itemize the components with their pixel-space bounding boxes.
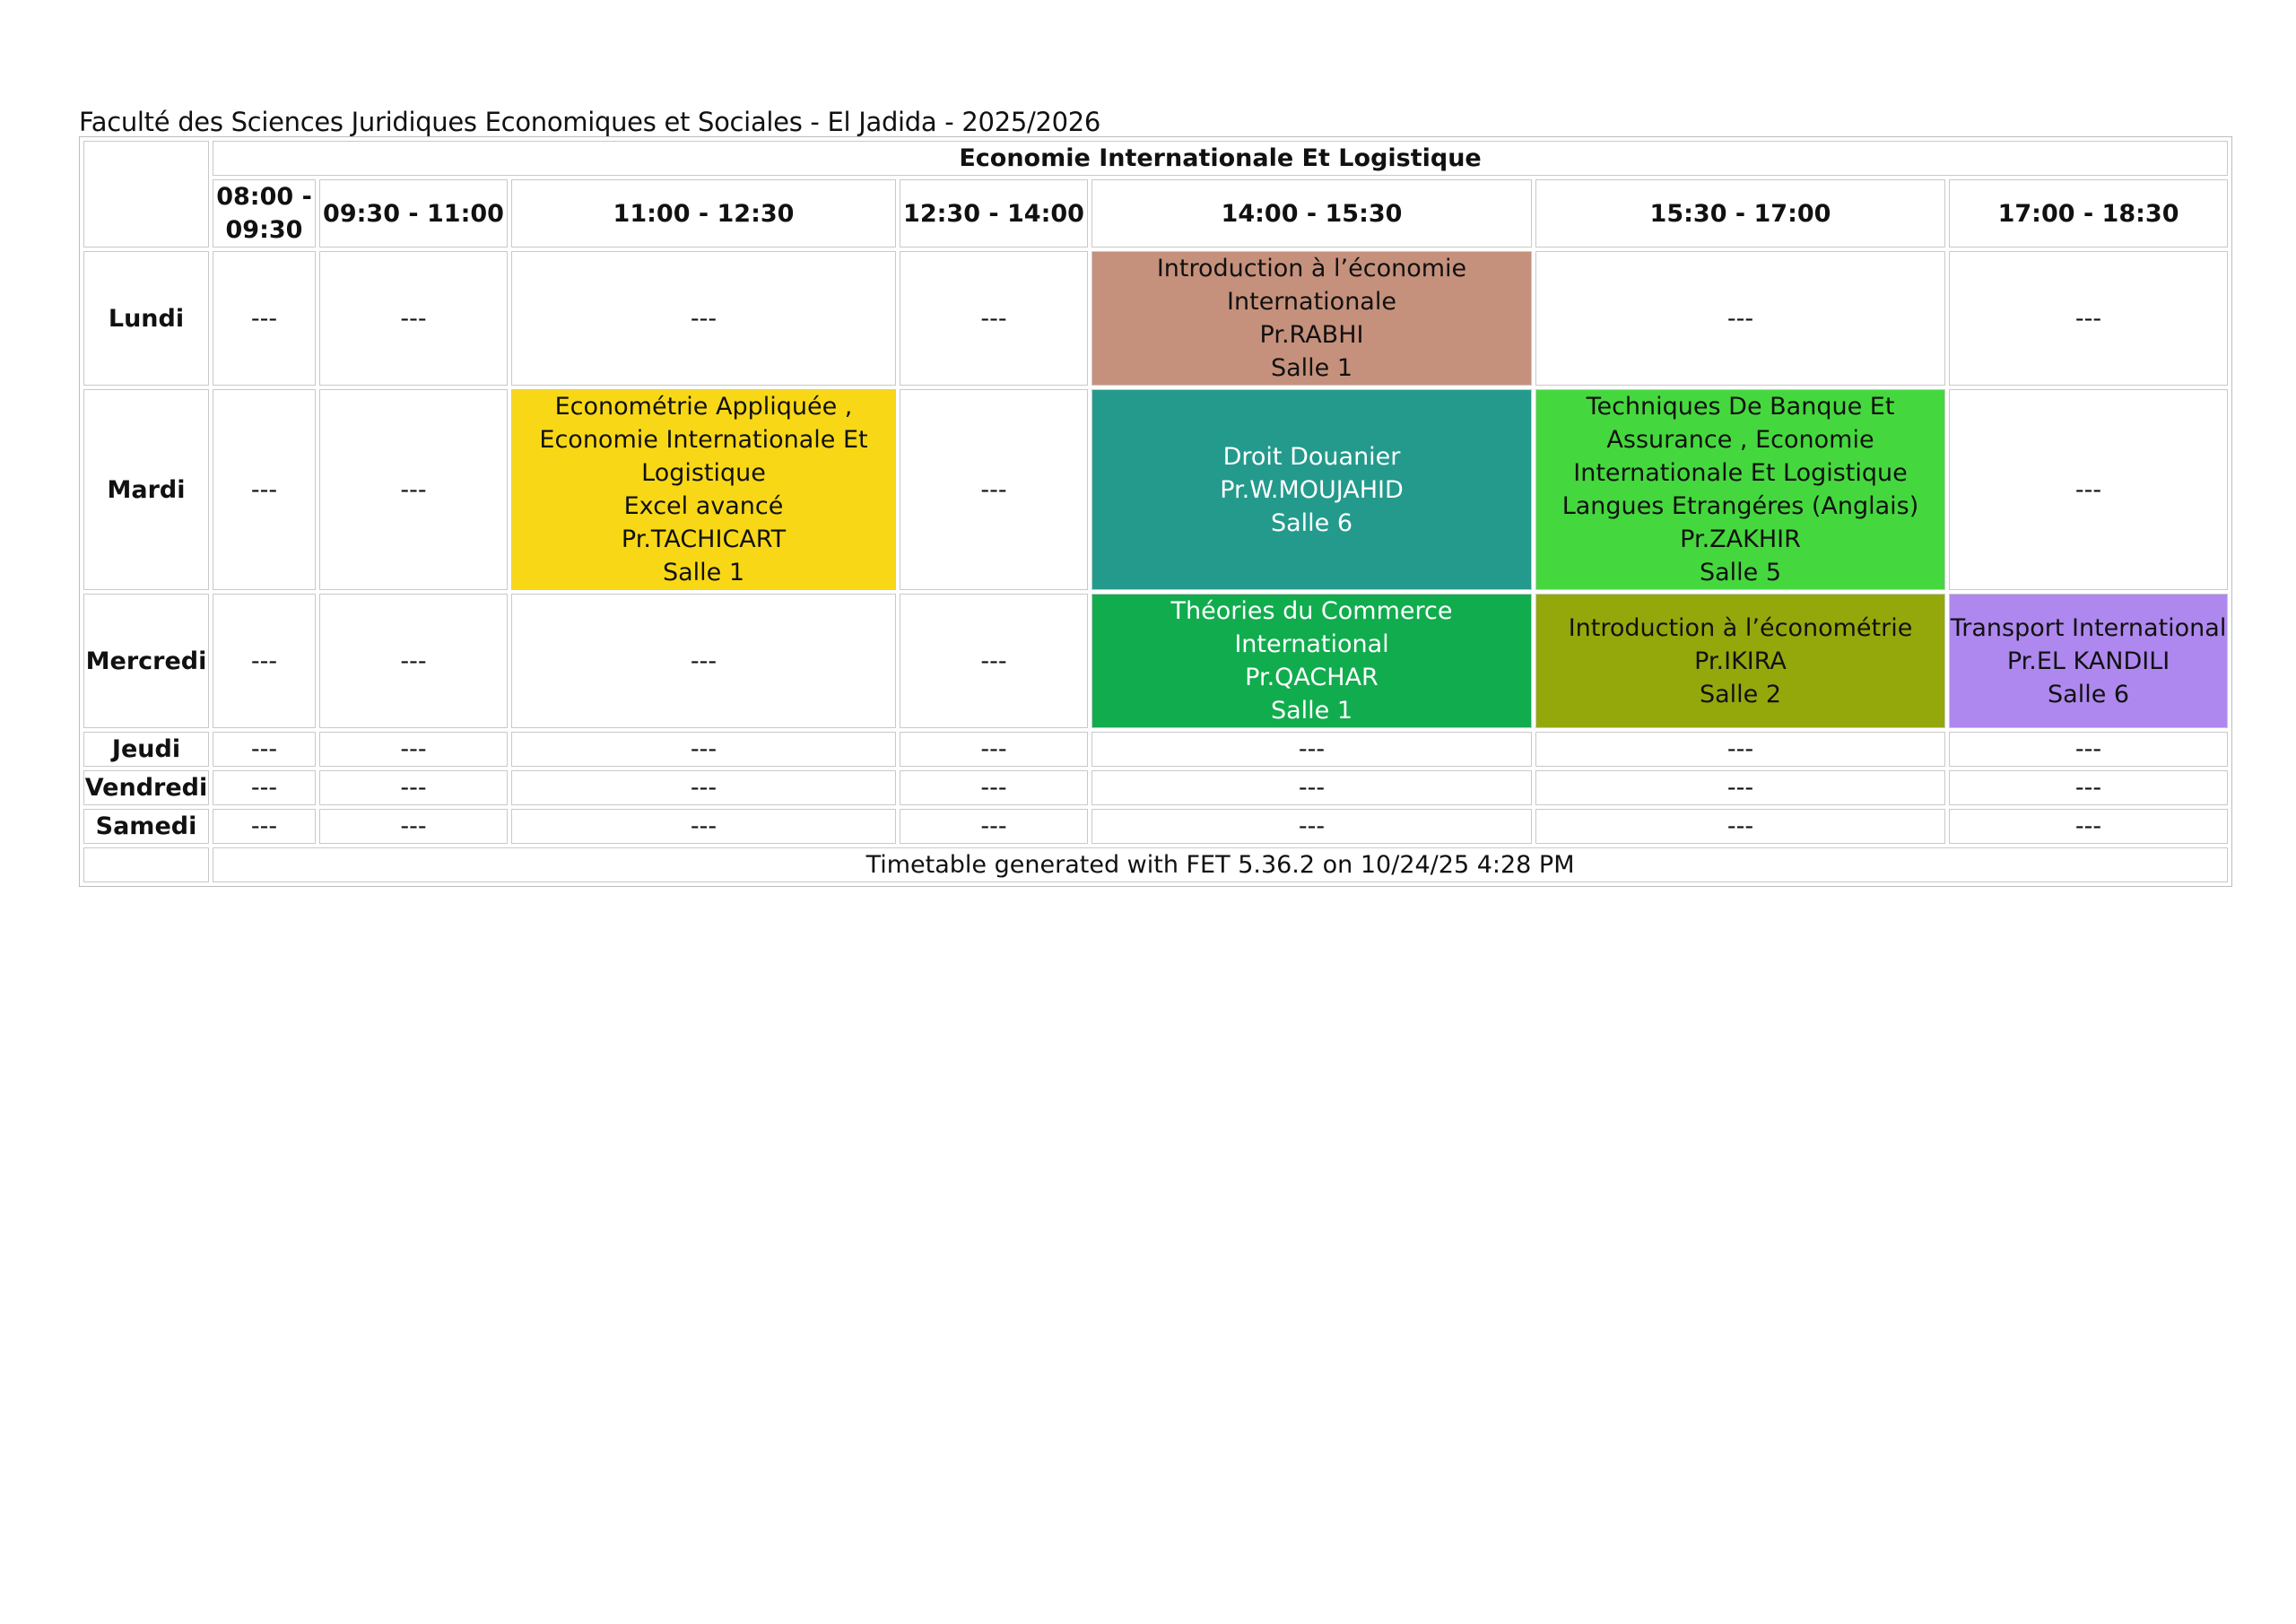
- course-line: Pr.TACHICART: [621, 525, 787, 553]
- course-line: Salle 1: [1270, 354, 1353, 382]
- time-slot-header: [213, 179, 316, 248]
- empty-slot: ---: [900, 389, 1088, 590]
- empty-slot: ---: [900, 251, 1088, 386]
- course-line: Pr.RABHI: [1259, 321, 1364, 349]
- empty-slot: ---: [1949, 389, 2228, 590]
- empty-slot: ---: [213, 389, 316, 590]
- empty-slot: ---: [900, 770, 1088, 805]
- course-cell-moujahid: [1091, 389, 1532, 590]
- day-row: [83, 809, 2228, 844]
- timetable: [79, 136, 2232, 887]
- course-line: Econométrie Appliquée ,: [554, 393, 853, 421]
- empty-slot: ---: [1949, 770, 2228, 805]
- time-slot-header: 17:00 - 18:30: [1949, 179, 2228, 248]
- day-row: [83, 732, 2228, 767]
- empty-slot: ---: [1535, 732, 1945, 767]
- course-line: Pr.ZAKHIR: [1680, 525, 1801, 553]
- empty-slot: ---: [319, 809, 508, 844]
- page-header: Faculté des Sciences Juridiques Economiques et Sociales - El Jadida - 2025/2026: [79, 107, 1101, 137]
- course-line: Salle 5: [1699, 559, 1782, 586]
- course-line: Introduction à l’économétrie: [1568, 613, 1913, 642]
- footer-note: Timetable generated with FET 5.36.2 on 10/24/25 4:28 PM: [213, 847, 2228, 882]
- time-slot-header: 09:30 - 11:00: [319, 179, 508, 248]
- course-line: Théories du Commerce: [1170, 597, 1453, 625]
- course-line: Introduction à l’économie: [1156, 255, 1467, 282]
- footer-corner: [83, 847, 209, 882]
- day-label: Lundi: [83, 251, 209, 386]
- course-line: Langues Etrangéres (Anglais): [1561, 492, 1919, 520]
- course-line: Salle 6: [2048, 680, 2130, 708]
- empty-slot: ---: [511, 770, 896, 805]
- course-line: Economie Internationale Et: [539, 426, 868, 454]
- empty-slot: ---: [319, 770, 508, 805]
- empty-slot: ---: [213, 770, 316, 805]
- empty-slot: ---: [1535, 770, 1945, 805]
- day-label: Samedi: [83, 809, 209, 844]
- course-line: Transport International: [1950, 613, 2227, 642]
- course-cell-rabhi: [1091, 251, 1532, 386]
- empty-slot: ---: [511, 251, 896, 386]
- empty-slot: ---: [511, 732, 896, 767]
- course-cell-kandili: [1949, 594, 2228, 728]
- course-line: Internationale Et Logistique: [1573, 459, 1908, 487]
- empty-slot: ---: [1535, 251, 1945, 386]
- course-line: Excel avancé: [623, 492, 784, 520]
- course-line: Salle 1: [1270, 697, 1353, 725]
- course-line: Logistique: [641, 459, 766, 487]
- day-label: Mardi: [83, 389, 209, 590]
- empty-slot: ---: [1091, 809, 1532, 844]
- course-cell-ikira: [1535, 594, 1945, 728]
- course-line: Salle 6: [1270, 508, 1353, 537]
- course-line: Internationale: [1227, 288, 1396, 316]
- course-cell-qachar: [1091, 594, 1532, 728]
- course-cell-zakhir: [1535, 389, 1945, 590]
- course-cell-tachicart: [511, 389, 896, 590]
- day-row: [83, 770, 2228, 805]
- course-line: Techniques De Banque Et: [1586, 393, 1895, 421]
- course-line: Pr.W.MOUJAHID: [1220, 475, 1404, 504]
- day-label: Jeudi: [83, 732, 209, 767]
- day-row: [83, 251, 2228, 386]
- course-line: Salle 1: [662, 559, 745, 586]
- empty-slot: ---: [319, 251, 508, 386]
- empty-slot: ---: [319, 594, 508, 728]
- time-slot-header: 14:00 - 15:30: [1091, 179, 1532, 248]
- course-line: International: [1234, 630, 1389, 658]
- empty-slot: ---: [511, 809, 896, 844]
- empty-slot: ---: [900, 732, 1088, 767]
- empty-slot: ---: [319, 732, 508, 767]
- time-slot-line: 08:00 -: [216, 183, 312, 211]
- day-row: [83, 594, 2228, 728]
- time-slot-header: 12:30 - 14:00: [900, 179, 1088, 248]
- course-line: Assurance , Economie: [1606, 426, 1874, 454]
- time-slot-header: 11:00 - 12:30: [511, 179, 896, 248]
- empty-slot: ---: [1535, 809, 1945, 844]
- course-line: Salle 2: [1699, 680, 1782, 708]
- empty-slot: ---: [1949, 251, 2228, 386]
- day-row: [83, 389, 2228, 590]
- empty-slot: ---: [213, 732, 316, 767]
- empty-slot: ---: [213, 594, 316, 728]
- course-line: Pr.EL KANDILI: [2006, 647, 2170, 675]
- corner-cell: [83, 141, 209, 248]
- time-slot-line: 09:30: [225, 216, 303, 244]
- empty-slot: ---: [900, 594, 1088, 728]
- group-title: Economie Internationale Et Logistique: [213, 141, 2228, 176]
- time-slot-header: 15:30 - 17:00: [1535, 179, 1945, 248]
- day-label: Vendredi: [83, 770, 209, 805]
- empty-slot: ---: [319, 389, 508, 590]
- course-line: Pr.IKIRA: [1694, 647, 1787, 675]
- empty-slot: ---: [1091, 770, 1532, 805]
- empty-slot: ---: [511, 594, 896, 728]
- empty-slot: ---: [213, 809, 316, 844]
- course-line: Droit Douanier: [1222, 442, 1401, 471]
- empty-slot: ---: [1949, 732, 2228, 767]
- empty-slot: ---: [1949, 809, 2228, 844]
- day-label: Mercredi: [83, 594, 209, 728]
- empty-slot: ---: [900, 809, 1088, 844]
- empty-slot: ---: [213, 251, 316, 386]
- course-line: Pr.QACHAR: [1245, 664, 1378, 691]
- empty-slot: ---: [1091, 732, 1532, 767]
